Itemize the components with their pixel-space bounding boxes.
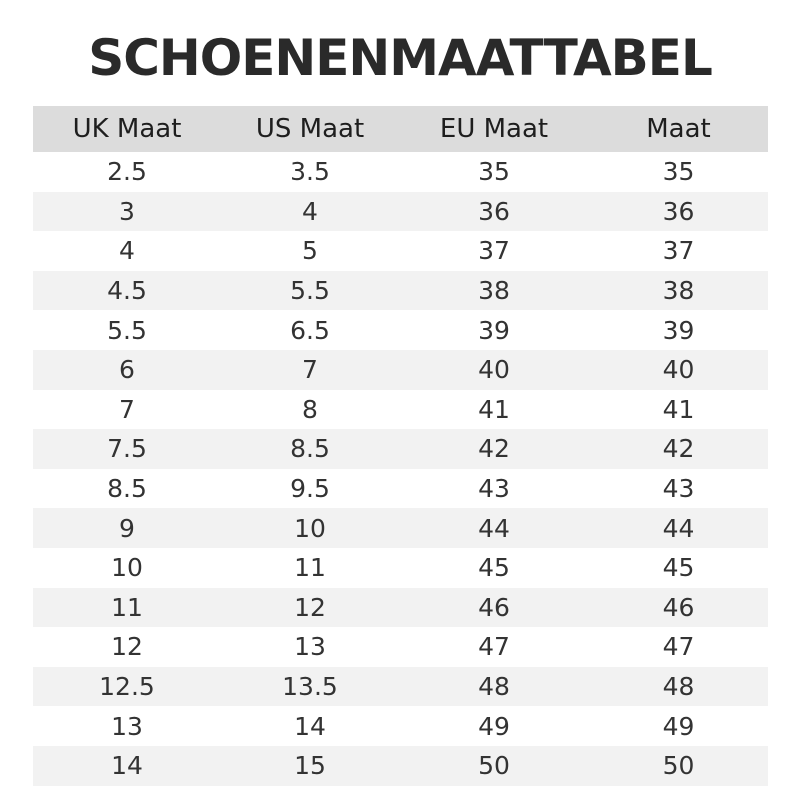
us-size-cell: 6.5	[290, 315, 330, 345]
size-cell: 39	[662, 315, 695, 345]
us-size-cell: 11	[294, 553, 326, 583]
size-cell: 40	[662, 355, 695, 385]
table-row	[33, 192, 768, 232]
uk-size-cell: 3	[119, 196, 135, 226]
uk-size-cell: 9	[119, 513, 135, 543]
table-row	[33, 350, 768, 390]
header-size: Maat	[646, 114, 711, 144]
table-row	[33, 310, 768, 350]
uk-size-cell: 12	[111, 632, 143, 662]
uk-size-cell: 14	[111, 751, 143, 781]
us-size-cell: 12	[294, 592, 326, 622]
eu-size-cell: 50	[478, 751, 510, 781]
size-cell: 47	[662, 632, 695, 662]
eu-size-cell: 40	[478, 355, 510, 385]
header-us-size: US Maat	[255, 114, 365, 144]
eu-size-cell: 44	[478, 513, 510, 543]
uk-size-cell: 4.5	[107, 276, 147, 306]
page-title: SCHOENENMAATTABEL	[88, 29, 712, 87]
table-row	[33, 152, 768, 192]
us-size-cell: 15	[294, 751, 326, 781]
us-size-cell: 5.5	[290, 276, 330, 306]
us-size-cell: 13	[294, 632, 326, 662]
eu-size-cell: 43	[478, 474, 510, 504]
us-size-cell: 13.5	[282, 672, 338, 702]
size-cell: 49	[662, 711, 695, 741]
header-uk-size: UK Maat	[72, 114, 182, 144]
table-row	[33, 429, 768, 469]
eu-size-cell: 48	[478, 672, 510, 702]
us-size-cell: 8	[302, 394, 318, 424]
table-row	[33, 627, 768, 667]
size-cell: 46	[662, 592, 695, 622]
eu-size-cell: 42	[478, 434, 510, 464]
table-row	[33, 271, 768, 311]
us-size-cell: 9.5	[290, 474, 330, 504]
eu-size-cell: 37	[478, 236, 510, 266]
eu-size-cell: 46	[478, 592, 510, 622]
uk-size-cell: 13	[111, 711, 143, 741]
table-row	[33, 706, 768, 746]
table-row	[33, 667, 768, 707]
eu-size-cell: 36	[478, 196, 510, 226]
size-cell: 36	[662, 196, 695, 226]
size-cell: 37	[662, 236, 695, 266]
uk-size-cell: 10	[111, 553, 143, 583]
us-size-cell: 10	[294, 513, 326, 543]
size-cell: 41	[662, 394, 695, 424]
size-cell: 38	[662, 276, 695, 306]
us-size-cell: 5	[302, 236, 318, 266]
table-body	[33, 152, 768, 786]
table-row	[33, 231, 768, 271]
eu-size-cell: 35	[478, 157, 510, 187]
table-row	[33, 746, 768, 786]
size-cell: 48	[662, 672, 695, 702]
uk-size-cell: 7.5	[107, 434, 147, 464]
size-cell: 45	[662, 553, 695, 583]
us-size-cell: 7	[302, 355, 318, 385]
header-eu-size: EU Maat	[439, 114, 549, 144]
uk-size-cell: 7	[119, 394, 135, 424]
uk-size-cell: 12.5	[99, 672, 155, 702]
uk-size-cell: 5.5	[107, 315, 147, 345]
eu-size-cell: 39	[478, 315, 510, 345]
eu-size-cell: 49	[478, 711, 510, 741]
uk-size-cell: 8.5	[107, 474, 147, 504]
us-size-cell: 8.5	[290, 434, 330, 464]
table-header-row	[33, 106, 768, 152]
eu-size-cell: 38	[478, 276, 510, 306]
us-size-cell: 14	[294, 711, 326, 741]
uk-size-cell: 11	[111, 592, 143, 622]
us-size-cell: 4	[302, 196, 318, 226]
size-chart-table	[33, 106, 768, 786]
table-row	[33, 588, 768, 628]
table-row	[33, 469, 768, 509]
size-cell: 50	[662, 751, 695, 781]
table-row	[33, 548, 768, 588]
eu-size-cell: 45	[478, 553, 510, 583]
eu-size-cell: 41	[478, 394, 510, 424]
uk-size-cell: 6	[119, 355, 135, 385]
size-cell: 43	[662, 474, 695, 504]
size-cell: 44	[662, 513, 695, 543]
uk-size-cell: 2.5	[107, 157, 147, 187]
us-size-cell: 3.5	[290, 157, 330, 187]
table-row	[33, 508, 768, 548]
uk-size-cell: 4	[119, 236, 135, 266]
size-cell: 35	[662, 157, 695, 187]
table-row	[33, 390, 768, 430]
eu-size-cell: 47	[478, 632, 510, 662]
size-cell: 42	[662, 434, 695, 464]
